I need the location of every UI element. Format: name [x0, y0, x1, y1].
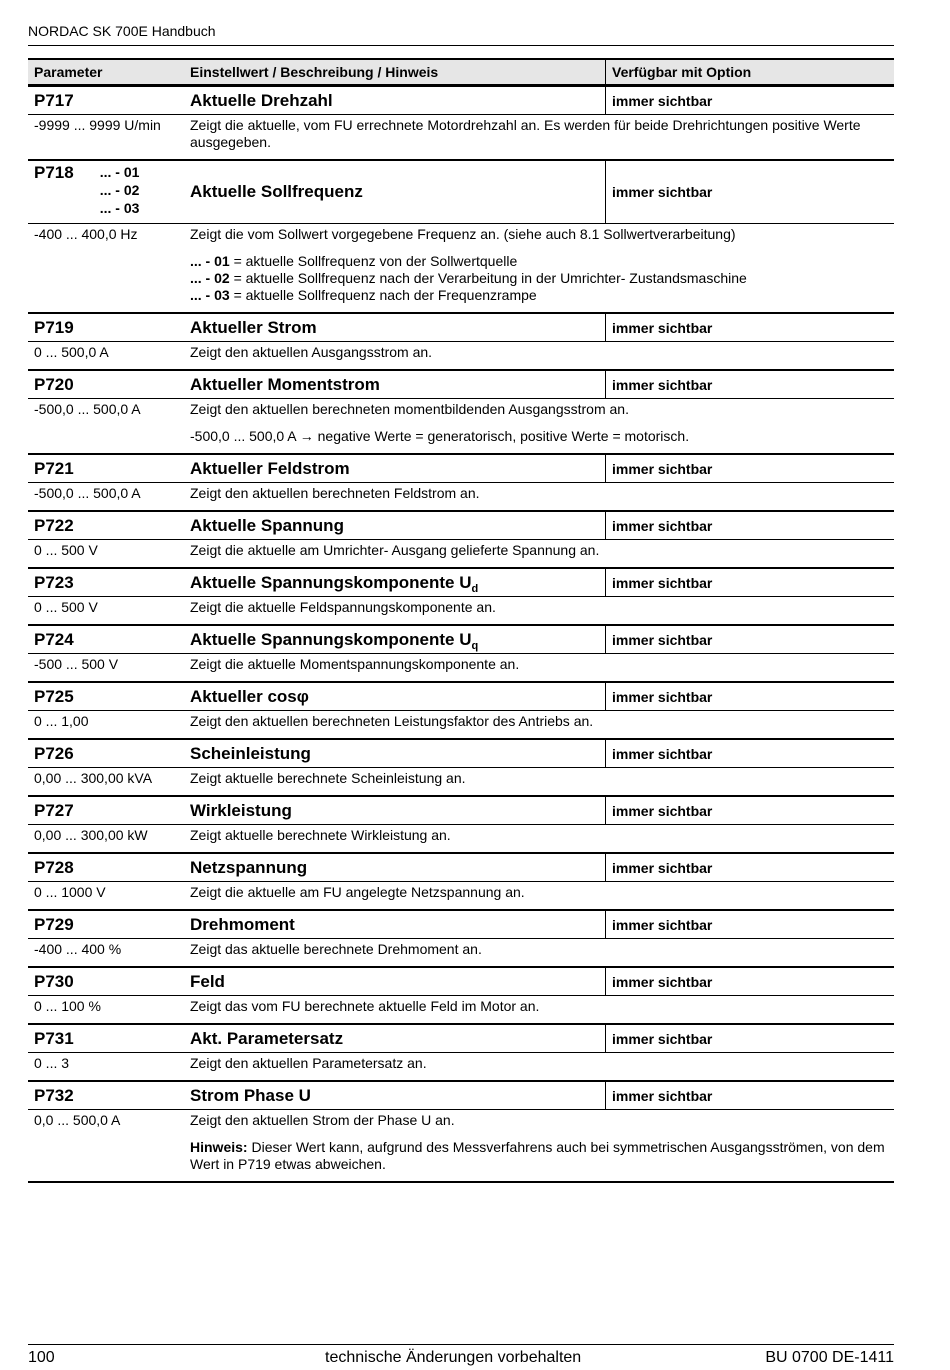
parameter-title: Netzspannung [190, 857, 308, 877]
parameter-block-p731 [28, 1023, 894, 1080]
parameter-availability: immer sichtbar [605, 512, 894, 539]
parameter-description: Zeigt die vom Sollwert vorgegebene Frequenz an. (siehe auch 8.1 Sollwertverarbeitung) [190, 226, 736, 242]
parameter-range: -400 ... 400,0 Hz [34, 226, 138, 242]
parameter-title-row [28, 911, 894, 939]
parameter-title: Aktueller Strom [190, 317, 317, 337]
parameter-description-row [28, 540, 894, 567]
parameter-availability: immer sichtbar [605, 455, 894, 482]
sub-index: ... - 03 [99, 200, 140, 216]
parameter-title: Drehmoment [190, 914, 295, 934]
document-id: BU 0700 DE-1411 [765, 1349, 894, 1366]
parameter-description: Zeigt den aktuellen berechneten Feldstrom an. [190, 485, 480, 501]
parameter-number: P730 [34, 971, 74, 991]
parameter-description: Zeigt den aktuellen berechneten momentbildenden Ausgangsstrom an. [190, 401, 629, 417]
parameter-title-row [28, 854, 894, 882]
parameter-number: P718 [34, 163, 74, 182]
footer-notice: technische Änderungen vorbehalten [325, 1349, 582, 1366]
parameter-description: Zeigt die aktuelle Momentspannungskomponente an. [190, 656, 520, 672]
parameter-description-row [28, 711, 894, 738]
parameter-range: 0,00 ... 300,00 kW [34, 827, 148, 843]
parameter-number: P722 [34, 515, 74, 535]
sub-index-key: ... - 02 [190, 270, 230, 286]
parameter-availability: immer sichtbar [605, 626, 894, 653]
parameter-title: Strom Phase U [190, 1085, 311, 1105]
parameter-number: P717 [34, 90, 74, 110]
parameter-number: P721 [34, 458, 74, 478]
parameter-number: P720 [34, 374, 74, 394]
column-header-parameter: Parameter [34, 64, 103, 80]
subscript: q [471, 639, 479, 652]
parameter-title-row [28, 512, 894, 540]
parameter-range: 0 ... 500 V [34, 599, 98, 615]
parameter-range: -500 ... 500 V [34, 656, 119, 672]
parameter-title-row [28, 87, 894, 115]
parameter-number: P727 [34, 800, 74, 820]
parameter-availability: immer sichtbar [605, 683, 894, 710]
parameter-title-row [28, 569, 894, 597]
parameter-block-p730 [28, 966, 894, 1023]
parameter-block-p729 [28, 909, 894, 966]
parameter-title: Aktueller cosφ [190, 686, 309, 706]
parameter-description-row [28, 654, 894, 681]
parameter-description: Zeigt das vom FU berechnete aktuelle Feld im Motor an. [190, 998, 540, 1014]
sub-index-text: = aktuelle Sollfrequenz nach der Verarbeitung in der Umrichter- Zustandsmaschine [229, 270, 747, 286]
parameter-availability: immer sichtbar [605, 161, 894, 223]
parameter-title: Aktuelle Spannung [190, 515, 344, 535]
parameter-title-row [28, 1025, 894, 1053]
parameter-block-p717 [28, 85, 894, 159]
parameter-range: 0,0 ... 500,0 A [34, 1112, 121, 1128]
parameter-title: Akt. Parametersatz [190, 1028, 344, 1048]
parameter-block-p728 [28, 852, 894, 909]
parameter-description: Zeigt die aktuelle am FU angelegte Netzspannung an. [190, 884, 525, 900]
parameter-description-row [28, 996, 894, 1023]
sub-index-list [190, 253, 888, 304]
parameter-range: -500,0 ... 500,0 A [34, 485, 141, 501]
parameter-title: Feld [190, 971, 225, 991]
page-footer [28, 1344, 894, 1369]
parameter-description-row [28, 825, 894, 852]
parameter-number: P725 [34, 686, 74, 706]
parameter-title-row [28, 314, 894, 342]
parameter-title-row [28, 1082, 894, 1110]
parameter-number: P719 [34, 317, 74, 337]
parameter-block-p721 [28, 453, 894, 510]
sub-index: ... - 02 [99, 182, 140, 198]
parameter-title-row [28, 626, 894, 654]
parameter-availability: immer sichtbar [605, 1082, 894, 1109]
parameter-block-p725 [28, 681, 894, 738]
parameter-title-text: Aktuelle Spannungskomponente U [190, 629, 472, 649]
parameter-range: -9999 ... 9999 U/min [34, 117, 161, 133]
column-header-description: Einstellwert / Beschreibung / Hinweis [190, 64, 439, 80]
parameter-title [184, 573, 605, 593]
parameter-title-row [28, 683, 894, 711]
parameter-range: 0 ... 500,0 A [34, 344, 109, 360]
parameter-availability: immer sichtbar [605, 968, 894, 995]
parameter-sub-indices [100, 163, 140, 217]
parameter-range: 0 ... 1000 V [34, 884, 106, 900]
parameter-block-p723 [28, 567, 894, 624]
sub-index-key: ... - 01 [190, 253, 230, 269]
parameter-note: -500,0 ... 500,0 A → negative Werte = generatorisch, positive Werte = motorisch. [190, 428, 690, 444]
parameter-title [184, 630, 605, 650]
parameter-description-row [28, 939, 894, 966]
parameter-title-row [28, 797, 894, 825]
parameter-number: P732 [34, 1085, 74, 1105]
parameter-description: Zeigt den aktuellen Strom der Phase U an. [190, 1112, 455, 1128]
parameter-range: 0 ... 3 [34, 1055, 70, 1071]
column-header-option: Verfügbar mit Option [605, 60, 894, 84]
parameter-number: P724 [34, 629, 74, 649]
parameter-block-p722 [28, 510, 894, 567]
parameter-title-row [28, 740, 894, 768]
sub-index: ... - 01 [99, 164, 140, 180]
parameter-availability: immer sichtbar [605, 371, 894, 398]
parameter-description: Zeigt die aktuelle Feldspannungskomponente an. [190, 599, 496, 615]
sub-index-text: = aktuelle Sollfrequenz nach der Frequenzrampe [229, 287, 537, 303]
parameter-description-row [28, 224, 894, 312]
parameter-title: Aktueller Momentstrom [190, 374, 380, 394]
parameter-block-p726 [28, 738, 894, 795]
parameter-range: 0 ... 1,00 [34, 713, 89, 729]
parameter-range: 0 ... 500 V [34, 542, 98, 558]
parameter-block-p727 [28, 795, 894, 852]
parameter-description-row [28, 115, 894, 159]
parameter-availability: immer sichtbar [605, 314, 894, 341]
parameter-description: Zeigt aktuelle berechnete Wirkleistung an. [190, 827, 451, 843]
parameter-block-p719 [28, 312, 894, 369]
parameter-title-text: Aktuelle Spannungskomponente U [190, 572, 472, 592]
parameter-description-row [28, 399, 894, 453]
parameter-description: Zeigt das aktuelle berechnete Drehmoment an. [190, 941, 482, 957]
parameter-range: -400 ... 400 % [34, 941, 122, 957]
parameter-title-row [28, 455, 894, 483]
parameter-availability: immer sichtbar [605, 569, 894, 596]
hint-text: Dieser Wert kann, aufgrund des Messverfahrens auch bei symmetrischen Ausgangsströmen, von dem Wert in P719 etwas abweichen. [190, 1139, 885, 1172]
parameter-description-row [28, 342, 894, 369]
parameter-description: Zeigt den aktuellen Parametersatz an. [190, 1055, 427, 1071]
parameter-number: P728 [34, 857, 74, 877]
parameter-number: P729 [34, 914, 74, 934]
parameter-availability: immer sichtbar [605, 797, 894, 824]
parameter-number: P731 [34, 1028, 74, 1048]
parameter-block-p720 [28, 369, 894, 453]
parameter-block-p732 [28, 1080, 894, 1181]
parameter-range: 0 ... 100 % [34, 998, 101, 1014]
parameter-title-row [28, 968, 894, 996]
parameter-description-row [28, 882, 894, 909]
parameter-title-row [28, 161, 894, 224]
parameter-description: Zeigt die aktuelle, vom FU errechnete Motordrehzahl an. Es werden für beide Drehrichtungen positive Werte ausgegeben. [190, 117, 861, 150]
parameter-availability: immer sichtbar [605, 854, 894, 881]
parameter-description-row [28, 1053, 894, 1080]
parameter-description: Zeigt den aktuellen Ausgangsstrom an. [190, 344, 433, 360]
parameter-description: Zeigt aktuelle berechnete Scheinleistung an. [190, 770, 466, 786]
parameter-range: 0,00 ... 300,00 kVA [34, 770, 153, 786]
parameter-title: Wirkleistung [190, 800, 292, 820]
parameter-title: Aktuelle Sollfrequenz [190, 182, 363, 201]
sub-index-text: = aktuelle Sollfrequenz von der Sollwertquelle [229, 253, 518, 269]
parameter-description: Zeigt den aktuellen berechneten Leistungsfaktor des Antriebs an. [190, 713, 594, 729]
parameter-number: P726 [34, 743, 74, 763]
parameter-hint [190, 1139, 888, 1173]
parameter-block-p718 [28, 159, 894, 312]
table-header [28, 58, 894, 85]
parameter-description-row [28, 597, 894, 624]
parameter-title: Aktuelle Drehzahl [190, 90, 333, 110]
parameter-availability: immer sichtbar [605, 1025, 894, 1052]
parameter-title: Aktueller Feldstrom [190, 458, 350, 478]
parameter-title-row [28, 371, 894, 399]
page-number: 100 [28, 1349, 55, 1366]
parameter-description-row [28, 1110, 894, 1181]
parameter-description-row [28, 483, 894, 510]
page-header [28, 23, 894, 46]
parameter-description-row [28, 768, 894, 795]
parameter-description: Zeigt die aktuelle am Umrichter- Ausgang gelieferte Spannung an. [190, 542, 600, 558]
parameter-number: P723 [34, 572, 74, 592]
subscript: d [471, 582, 479, 595]
parameter-range: -500,0 ... 500,0 A [34, 401, 141, 417]
parameter-availability: immer sichtbar [605, 911, 894, 938]
parameter-availability: immer sichtbar [605, 740, 894, 767]
parameter-block-p724 [28, 624, 894, 681]
parameter-availability: immer sichtbar [605, 87, 894, 114]
sub-index-key: ... - 03 [190, 287, 230, 303]
parameter-table [28, 58, 894, 1183]
parameter-title: Scheinleistung [190, 743, 311, 763]
hint-label: Hinweis: [190, 1139, 248, 1155]
header-title: NORDAC SK 700E Handbuch [28, 23, 216, 39]
